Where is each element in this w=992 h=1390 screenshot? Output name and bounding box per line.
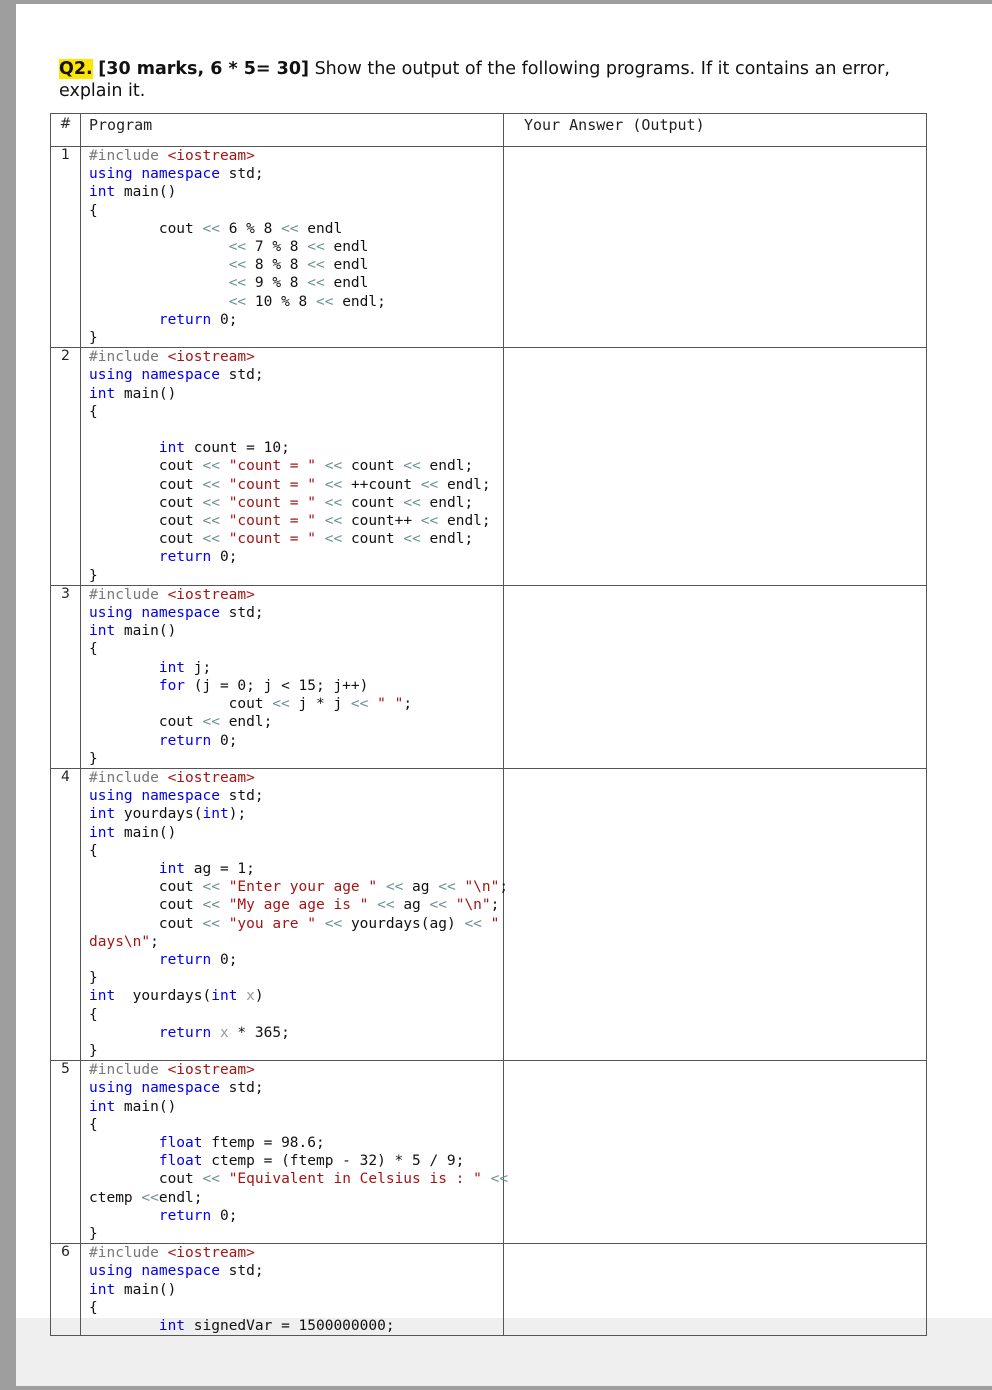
code-line: using namespace std; bbox=[89, 788, 264, 805]
answer-cell[interactable] bbox=[504, 348, 927, 586]
code-line: days\n"; bbox=[89, 933, 159, 950]
question-marks: [30 marks, 6 * 5= 30] bbox=[98, 59, 309, 79]
code-line: for (j = 0; j < 15; j++) bbox=[158, 677, 369, 694]
row-number: 4 bbox=[51, 768, 81, 1060]
table-header-row bbox=[51, 114, 927, 147]
header-answer: Your Answer (Output) bbox=[504, 114, 927, 147]
program-code-cell bbox=[81, 147, 504, 348]
code-line: #include <iostream> bbox=[89, 1245, 255, 1262]
code-line: cout << j * j << " "; bbox=[89, 696, 413, 713]
code-line: cout << "My age age is " << ag << "\n"; bbox=[89, 897, 500, 914]
program-code bbox=[81, 348, 503, 585]
header-number: # bbox=[51, 114, 81, 147]
table-row bbox=[51, 147, 927, 348]
program-code bbox=[81, 1061, 509, 1243]
code-line: #include <iostream> bbox=[89, 148, 255, 164]
row-number: 3 bbox=[51, 585, 81, 768]
question-number: Q2. bbox=[59, 59, 93, 79]
code-line: int main() bbox=[89, 623, 177, 640]
code-line: int ag = 1; bbox=[158, 860, 255, 877]
code-line: int count = 10; bbox=[158, 440, 290, 457]
code-line: cout << "count = " << count << endl; bbox=[89, 458, 474, 475]
program-code-cell bbox=[81, 768, 509, 1060]
row-number: 6 bbox=[51, 1244, 81, 1336]
code-line: using namespace std; bbox=[89, 1080, 264, 1097]
code-line: << 7 % 8 << endl bbox=[228, 239, 369, 256]
answer-cell[interactable] bbox=[504, 585, 927, 768]
code-line: #include <iostream> bbox=[89, 1062, 255, 1079]
code-line: int main() bbox=[89, 385, 177, 402]
answer-cell[interactable] bbox=[504, 768, 927, 1060]
code-line: { bbox=[89, 842, 98, 859]
code-line: { bbox=[89, 641, 98, 658]
code-line: << 9 % 8 << endl bbox=[228, 275, 369, 292]
row-number: 2 bbox=[51, 348, 81, 586]
table-row bbox=[51, 1061, 927, 1244]
answer-cell[interactable] bbox=[504, 147, 927, 348]
row-number: 5 bbox=[51, 1061, 81, 1244]
code-line: { bbox=[89, 1299, 98, 1316]
code-line: } bbox=[89, 330, 98, 347]
code-line: return 0; bbox=[158, 1207, 238, 1224]
answer-cell[interactable] bbox=[504, 1244, 927, 1336]
program-code-cell bbox=[81, 1061, 509, 1244]
code-line: return 0; bbox=[158, 951, 238, 968]
program-code bbox=[81, 586, 503, 768]
question-instructions: Show the output of the following programs. If it contains an error, explain it. bbox=[59, 59, 890, 101]
code-line: int signedVar = 1500000000; bbox=[158, 1318, 395, 1334]
program-code bbox=[81, 147, 503, 347]
code-line: int yourdays(int x) bbox=[89, 988, 264, 1005]
code-line: cout << "Equivalent in Celsius is : " << bbox=[89, 1171, 509, 1188]
question-text bbox=[59, 58, 939, 102]
program-code bbox=[81, 769, 509, 1060]
code-line: ctemp <<endl; bbox=[89, 1189, 203, 1206]
code-line: return 0; bbox=[158, 732, 238, 749]
answer-cell[interactable] bbox=[504, 1061, 927, 1244]
code-line: #include <iostream> bbox=[89, 349, 255, 366]
code-line: int main() bbox=[89, 1281, 177, 1298]
code-line: int yourdays(int); bbox=[89, 806, 247, 823]
program-code-cell bbox=[81, 585, 504, 768]
code-line: return x * 365; bbox=[158, 1024, 290, 1041]
code-line: } bbox=[89, 1042, 98, 1059]
table-row bbox=[51, 768, 927, 1060]
code-line: cout << "count = " << count << endl; bbox=[89, 531, 474, 548]
code-line: int main() bbox=[89, 184, 177, 201]
program-code-cell bbox=[81, 1244, 504, 1336]
row-number: 1 bbox=[51, 147, 81, 348]
code-line: { bbox=[89, 1006, 98, 1023]
code-line: << 10 % 8 << endl; bbox=[228, 293, 386, 310]
code-line: cout << "Enter your age " << ag << "\n"; bbox=[89, 879, 509, 896]
program-table bbox=[50, 113, 927, 1336]
code-line: #include <iostream> bbox=[89, 769, 255, 786]
code-line: } bbox=[89, 970, 98, 987]
program-code bbox=[81, 1244, 503, 1335]
program-code-cell bbox=[81, 348, 504, 586]
code-line: return 0; bbox=[158, 311, 238, 328]
table-row bbox=[51, 1244, 927, 1336]
code-line: { bbox=[89, 403, 98, 420]
header-program: Program bbox=[81, 114, 504, 147]
code-line: int main() bbox=[89, 1098, 177, 1115]
code-line: using namespace std; bbox=[89, 367, 264, 384]
code-line: cout << "count = " << ++count << endl; bbox=[89, 476, 491, 493]
code-line: cout << endl; bbox=[89, 714, 273, 731]
code-line: #include <iostream> bbox=[89, 586, 255, 603]
code-line: int main() bbox=[89, 824, 177, 841]
code-line: } bbox=[89, 567, 98, 584]
code-line: << 8 % 8 << endl bbox=[228, 257, 369, 274]
code-line: cout << "you are " << yourdays(ag) << " bbox=[89, 915, 500, 932]
code-line: { bbox=[89, 202, 98, 219]
code-line: float ftemp = 98.6; bbox=[158, 1134, 325, 1151]
code-line: float ctemp = (ftemp - 32) * 5 / 9; bbox=[158, 1153, 465, 1170]
table-row bbox=[51, 585, 927, 768]
code-line: } bbox=[89, 1225, 98, 1242]
code-line: cout << "count = " << count++ << endl; bbox=[89, 513, 491, 530]
code-line: cout << "count = " << count << endl; bbox=[89, 494, 474, 511]
code-line: cout << 6 % 8 << endl bbox=[89, 220, 343, 237]
table-row bbox=[51, 348, 927, 586]
code-line: using namespace std; bbox=[89, 166, 264, 183]
code-line: } bbox=[89, 750, 98, 767]
code-line bbox=[89, 421, 503, 439]
code-line: int j; bbox=[158, 659, 212, 676]
code-line: { bbox=[89, 1116, 98, 1133]
code-line: using namespace std; bbox=[89, 1263, 264, 1280]
code-line: return 0; bbox=[158, 549, 238, 566]
code-line: using namespace std; bbox=[89, 605, 264, 622]
